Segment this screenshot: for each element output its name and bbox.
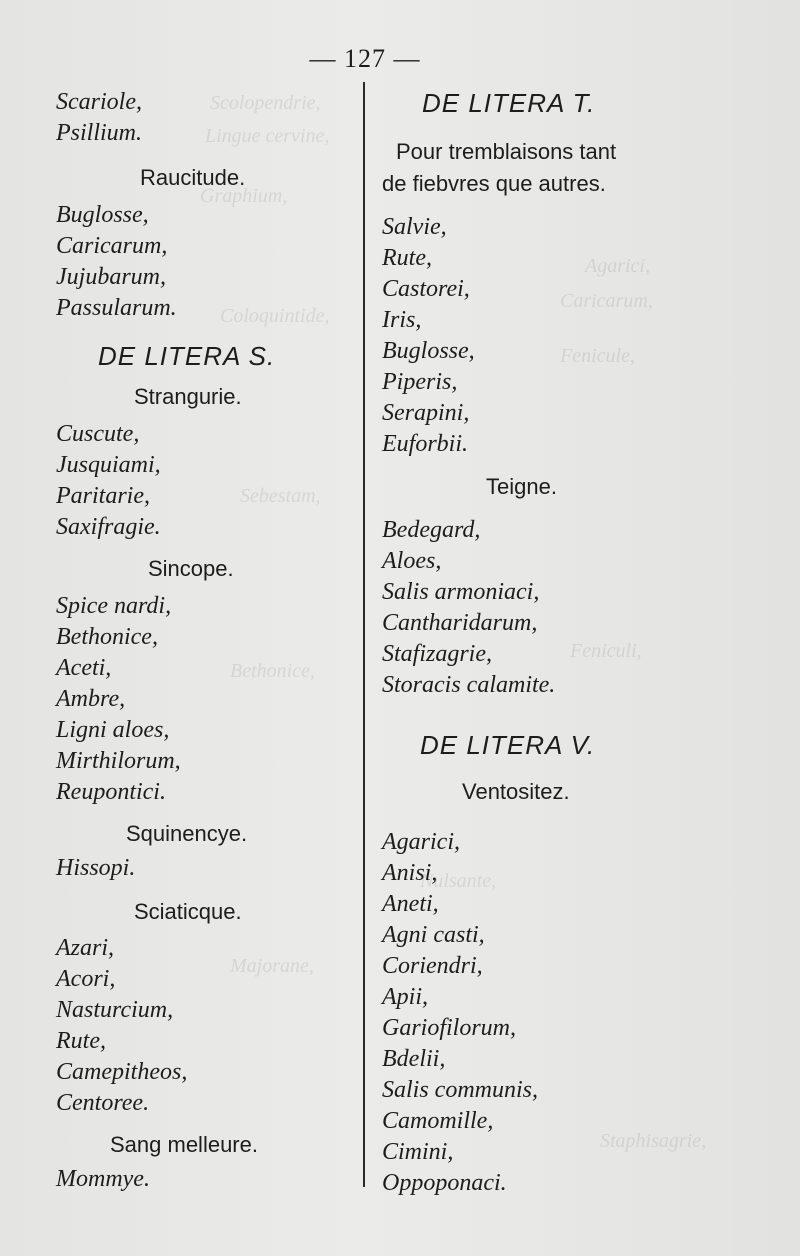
entry-line: Rute, [382, 245, 432, 271]
entry-line: Reupontici. [56, 779, 166, 805]
entry-line: Coriendri, [382, 953, 483, 979]
subsection-heading: de fiebvres que autres. [382, 171, 606, 196]
column-divider [363, 82, 365, 1187]
show-through-text: Caricarum, [560, 290, 653, 312]
entry-line: Salvie, [382, 214, 447, 240]
entry-line: Camomille, [382, 1108, 494, 1134]
entry-line: Castorei, [382, 276, 470, 302]
show-through-text: Scolopendrie, [210, 92, 321, 114]
entry-line: Buglosse, [382, 338, 475, 364]
section-heading: DE LITERA V. [420, 730, 596, 760]
subsection-heading: Ventositez. [462, 779, 570, 804]
entry-line: Bedegard, [382, 517, 481, 543]
entry-line: Buglosse, [56, 202, 149, 228]
entry-line: Azari, [56, 935, 115, 961]
entry-line: Salis communis, [382, 1077, 538, 1103]
subsection-heading: Sang melleure. [110, 1132, 258, 1157]
entry-line: Oppoponaci. [382, 1170, 507, 1196]
page-number: — 127 — [309, 44, 421, 73]
entry-line: Aloes, [382, 548, 442, 574]
entry-line: Caricarum, [56, 233, 168, 259]
entry-line: Saxifragie. [56, 514, 161, 540]
entry-line: Cantharidarum, [382, 610, 538, 636]
entry-line: Bdelii, [382, 1046, 446, 1072]
entry-line: Ligni aloes, [56, 717, 170, 743]
entry-line: Camepitheos, [56, 1059, 188, 1085]
section-heading: DE LITERA T. [422, 88, 596, 118]
entry-line: Aneti, [382, 891, 439, 917]
entry-line: Euforbii. [382, 431, 469, 457]
subsection-heading: Teigne. [486, 474, 557, 499]
entry-line: Jusquiami, [56, 452, 161, 478]
entry-line: Iris, [382, 307, 422, 333]
show-through-text: Graphium, [200, 185, 288, 207]
show-through-text: Nulsante, [420, 870, 497, 892]
show-through-text: Sebestam, [240, 485, 321, 507]
entry-line: Ambre, [56, 686, 126, 712]
entry-line: Psillium. [56, 120, 143, 146]
show-through-text: Feniculi, [570, 640, 642, 662]
subsection-heading: Sciaticque. [134, 899, 242, 924]
entry-line: Mommye. [56, 1166, 150, 1192]
entry-line: Rute, [56, 1028, 106, 1054]
entry-line: Agarici, [382, 829, 460, 855]
subsection-heading: Pour tremblaisons tant [396, 139, 617, 164]
entry-line: Bethonice, [56, 624, 158, 650]
entry-line: Cimini, [382, 1139, 454, 1165]
entry-line: Passularum. [56, 295, 177, 321]
entry-line: Nasturcium, [56, 997, 174, 1023]
subsection-heading: Sincope. [148, 556, 234, 581]
entry-line: Stafizagrie, [382, 641, 493, 667]
entry-line: Paritarie, [56, 483, 150, 509]
entry-line: Jujubarum, [56, 264, 166, 290]
entry-line: Aceti, [56, 655, 112, 681]
section-heading: DE LITERA S. [98, 341, 276, 371]
entry-line: Hissopi. [56, 855, 136, 881]
entry-line: Spice nardi, [56, 593, 172, 619]
show-through-text: Bethonice, [230, 660, 315, 682]
show-through-text: Coloquintide, [220, 305, 330, 327]
entry-line: Serapini, [382, 400, 470, 426]
subsection-heading: Raucitude. [140, 165, 246, 190]
entry-line: Acori, [56, 966, 116, 992]
entry-line: Storacis calamite. [382, 672, 556, 698]
entry-line: Salis armoniaci, [382, 579, 540, 605]
show-through-text: Majorane, [230, 955, 314, 977]
entry-line: Cuscute, [56, 421, 140, 447]
entry-line: Anisi, [382, 860, 438, 886]
entry-line: Centoree. [56, 1090, 150, 1116]
show-through-text: Fenicule, [560, 345, 635, 367]
entry-line: Scariole, [56, 89, 142, 115]
entry-line: Gariofilorum, [382, 1015, 517, 1041]
entry-line: Piperis, [382, 369, 458, 395]
entry-line: Agni casti, [382, 922, 485, 948]
show-through-text: Lingue cervine, [205, 125, 330, 147]
subsection-heading: Strangurie. [134, 384, 242, 409]
subsection-heading: Squinencye. [126, 821, 248, 846]
entry-line: Apii, [382, 984, 428, 1010]
show-through-text: Staphisagrie, [600, 1130, 707, 1152]
show-through-text: Agarici, [585, 255, 650, 277]
entry-line: Mirthilorum, [56, 748, 181, 774]
